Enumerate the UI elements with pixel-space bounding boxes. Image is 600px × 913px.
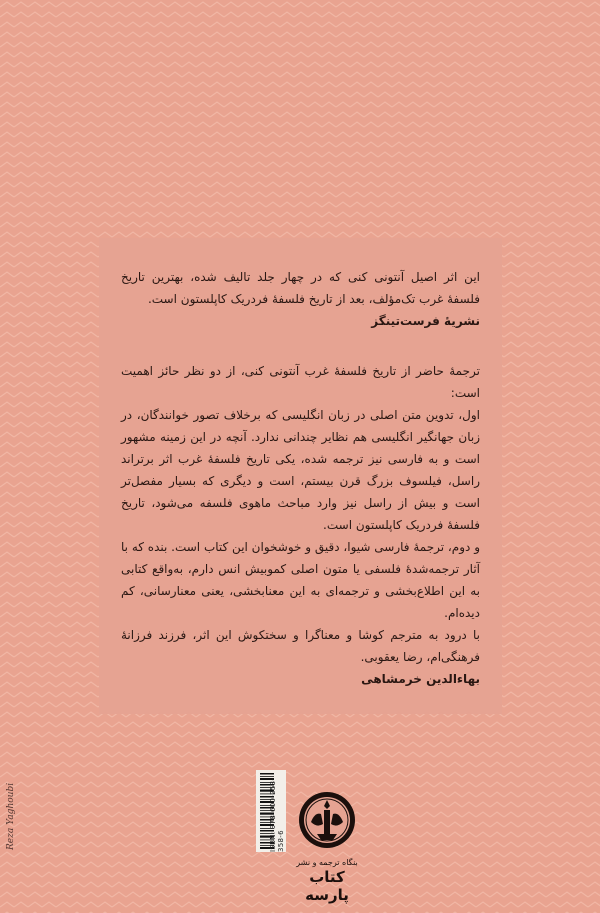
publisher-line-1: بنگاه ترجمه و نشر (296, 858, 358, 867)
review-source-1: نشریهٔ فرست‌تینگز (371, 314, 480, 328)
review-point-1: اول، تدوین متن اصلی در زبان انگلیسی که برخلاف تصور خوانندگان، در زبان جهانگیر انگلیسی هم نظایر چندانی ندارد. آنچه در این زمینه مشهور است و به فارسی نیز ترجمه شده، یکی تاریخ فلسفهٔ غرب اثر برتراند راسل، فیلسوف بزرگ قرن بیستم، است و دیگری که بسیار مفصل‌تر است و بیش از راسل نیز وارد مباحث ماهوی فلسفه می‌شود، تاریخ فلسفهٔ فردریک کاپلستون است. (121, 408, 480, 532)
review-point-2: و دوم، ترجمهٔ فارسی شیوا، دقیق و خوشخوان این کتاب است. بنده که با آثار ترجمه‌شدهٔ فلسفی یا متون اصلی کموبیش انس دارم، به‌واقع کتابی به این اطلاع‌بخشی و ترجمه‌ای به این معنابخشی، یعنی معنارسانی، کم دیده‌ام. (121, 540, 480, 620)
review-intro: ترجمهٔ حاضر از تاریخ فلسفهٔ غرب آنتونی کنی، از دو نظر حائز اهمیت است: (121, 364, 480, 400)
back-cover-text-panel (99, 238, 502, 714)
isbn-number: ISBN: 978-600-253-358-6 (269, 777, 285, 852)
review-author: بهاءالدین خرمشاهی (361, 672, 480, 686)
publisher-name (287, 858, 367, 904)
review-closing: با درود به مترجم کوشا و معناگرا و سختکوش این اثر، فرزند فرزانهٔ فرهنگی‌ام، رضا یعقوبی. (121, 628, 480, 664)
review-text-1: این اثر اصیل آنتونی کنی که در چهار جلد تالیف شده، بهترین تاریخ فلسفهٔ غرب تک‌مؤلف، بعد از تاریخ فلسفهٔ فردریک کاپلستون است. (121, 270, 480, 306)
isbn-barcode (256, 770, 286, 852)
handwritten-signature: Reza Yaghoubi (6, 782, 16, 850)
publisher-emblem-icon (297, 790, 357, 850)
publisher-title: کتاب پارسه (305, 868, 349, 904)
